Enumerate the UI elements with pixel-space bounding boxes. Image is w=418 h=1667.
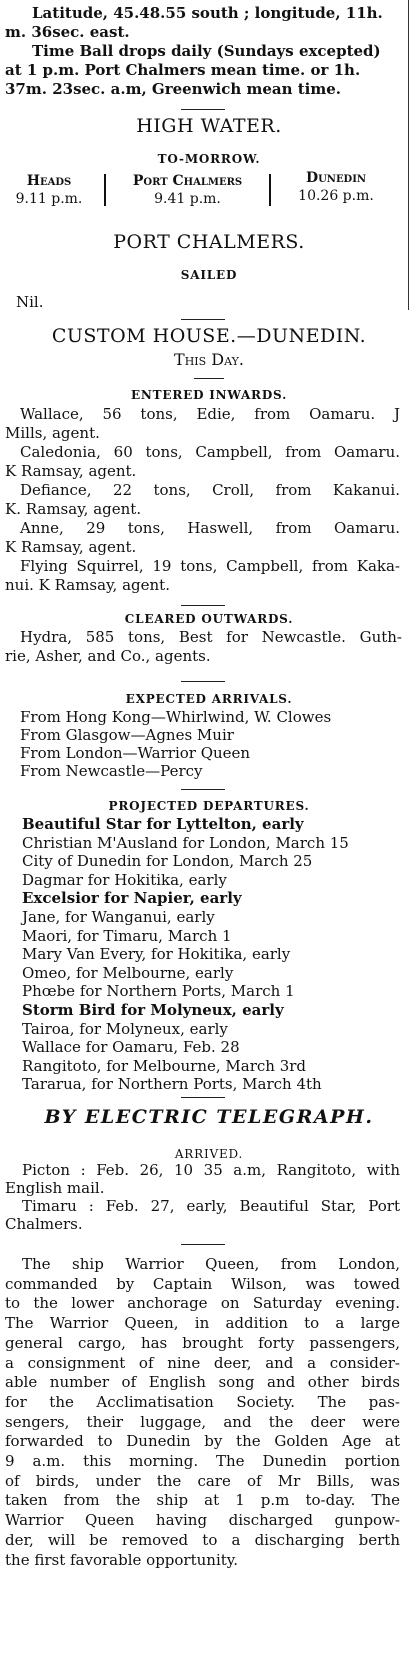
port-chalmers-title: PORT CHALMERS. xyxy=(113,231,305,253)
entered-line: Mills, agent. xyxy=(5,424,100,442)
telegraph-title: BY ELECTRIC TELEGRAPH. xyxy=(44,1106,374,1128)
astronomy-line-2: m. 36sec. east. xyxy=(5,23,130,41)
telegraph-line: Picton : Feb. 26, 10 35 a.m, Rangitoto, with xyxy=(22,1161,400,1179)
divider xyxy=(181,605,225,606)
cleared-line: rie, Asher, and Co., agents. xyxy=(5,647,211,665)
entered-line: Flying Squirrel, 19 tons, Campbell, from Kaka- xyxy=(20,557,400,575)
high-water-subtitle: TO-MORROW. xyxy=(157,152,261,166)
projected-line: Wallace for Oamaru, Feb. 28 xyxy=(22,1038,240,1057)
divider xyxy=(194,378,224,379)
projected-line: Jane, for Wanganui, early xyxy=(22,908,215,926)
column-separator xyxy=(269,174,271,206)
port-chalmers-label: Port Chalmers xyxy=(132,173,243,189)
astronomy-line-4: at 1 p.m. Port Chalmers mean time. or 1h. xyxy=(5,61,361,79)
projected-line: Mary Van Every, for Hokitika, early xyxy=(22,945,291,964)
heads-time: 9.11 p.m. xyxy=(15,191,83,207)
article-line: forwarded to Dunedin by the Golden Age at xyxy=(5,1432,400,1451)
dunedin-time: 10.26 p.m. xyxy=(298,188,374,204)
entered-line: nui. K Ramsay, agent. xyxy=(5,576,170,594)
entered-line: Anne, 29 tons, Haswell, from Oamaru. xyxy=(20,519,400,537)
dunedin-label: Dunedin xyxy=(305,170,367,186)
port-chalmers-time: 9.41 p.m. xyxy=(154,191,221,207)
projected-departures-label: PROJECTED DEPARTURES. xyxy=(108,799,310,813)
projected-line: Beautiful Star for Lyttelton, early xyxy=(22,815,304,833)
projected-line: Maori, for Timaru, March 1 xyxy=(22,926,232,945)
cleared-line: Hydra, 585 tons, Best for Newcastle. Guth- xyxy=(20,628,402,646)
astronomy-line-1: Latitude, 45.48.55 south ; longitude, 11h. xyxy=(32,4,383,22)
article-line: 9 a.m. this morning. The Dunedin portion xyxy=(5,1452,400,1470)
article-line: der, will be removed to a discharging berth xyxy=(5,1530,400,1549)
divider xyxy=(181,681,225,682)
sailed-value: Nil. xyxy=(16,293,44,311)
article-line: of birds, under the care of Mr Bills, was xyxy=(5,1471,400,1490)
article-line: a consignment of nine deer, and a consider- xyxy=(5,1353,400,1372)
astronomy-line-3: Time Ball drops daily (Sundays excepted) xyxy=(32,42,381,60)
expected-line: From Glasgow—Agnes Muir xyxy=(20,726,234,744)
astronomy-line-5: 37m. 23sec. a.m, Greenwich mean time. xyxy=(5,80,341,98)
divider xyxy=(181,1244,225,1245)
expected-line: From Newcastle—Percy xyxy=(20,762,203,780)
telegraph-line: English mail. xyxy=(5,1179,105,1197)
article-line: to the lower anchorage on Saturday evening. xyxy=(5,1294,400,1313)
article-line: commanded by Captain Wilson, was towed xyxy=(5,1274,400,1293)
projected-line: City of Dunedin for London, March 25 xyxy=(22,852,313,871)
projected-line: Omeo, for Melbourne, early xyxy=(22,963,234,982)
article-line: The Warrior Queen, in addition to a large xyxy=(5,1314,400,1333)
high-water-title: HIGH WATER. xyxy=(136,115,282,137)
article-line: sengers, their luggage, and the deer were xyxy=(5,1412,400,1431)
entered-line: K. Ramsay, agent. xyxy=(5,500,142,518)
article-line: for the Acclimatisation Society. The pas- xyxy=(5,1392,400,1411)
article-line: the first favorable opportunity. xyxy=(5,1550,239,1569)
heads-label: Heads xyxy=(26,173,72,189)
projected-line: Christian M'Ausland for London, March 15 xyxy=(22,833,349,852)
telegraph-line: Chalmers. xyxy=(5,1215,83,1233)
projected-line: Tararua, for Northern Ports, March 4th xyxy=(22,1075,322,1094)
expected-line: From Hong Kong—Whirlwind, W. Clowes xyxy=(20,708,332,726)
projected-line: Rangitoto, for Melbourne, March 3rd xyxy=(22,1056,307,1075)
divider xyxy=(181,1097,225,1098)
telegraph-line: Timaru : Feb. 27, early, Beautiful Star, Port xyxy=(22,1197,400,1215)
entered-inwards-label: ENTERED INWARDS. xyxy=(130,388,288,402)
article-line: The ship Warrior Queen, from London, xyxy=(22,1255,400,1273)
custom-house-title: CUSTOM HOUSE.—DUNEDIN. xyxy=(51,325,367,347)
article-line: able number of English song and other birds xyxy=(5,1373,400,1392)
projected-line: Storm Bird for Molyneux, early xyxy=(22,1001,284,1019)
cleared-outwards-label: CLEARED OUTWARDS. xyxy=(124,612,294,626)
projected-line: Excelsior for Napier, early xyxy=(22,889,242,908)
article-line: general cargo, has brought forty passengers, xyxy=(5,1333,400,1352)
article-line: Warrior Queen having discharged gunpow- xyxy=(5,1511,400,1530)
entered-line: K Ramsay, agent. xyxy=(5,462,137,480)
column-separator xyxy=(104,174,106,206)
arrived-label: ARRIVED. xyxy=(174,1147,244,1161)
divider xyxy=(181,789,225,790)
expected-arrivals-label: EXPECTED ARRIVALS. xyxy=(125,692,293,706)
projected-line: Dagmar for Hokitika, early xyxy=(22,870,227,889)
sailed-label: SAILED xyxy=(180,268,238,282)
entered-line: K Ramsay, agent. xyxy=(5,538,137,556)
divider xyxy=(181,109,225,110)
entered-line: Caledonia, 60 tons, Campbell, from Oamaru. xyxy=(20,443,400,461)
custom-house-subtitle: This Day. xyxy=(174,350,244,369)
divider xyxy=(181,319,225,320)
entered-line: Wallace, 56 tons, Edie, from Oamaru. J xyxy=(20,405,400,423)
projected-line: Phœbe for Northern Ports, March 1 xyxy=(22,982,295,1001)
expected-line: From London—Warrior Queen xyxy=(20,744,251,762)
projected-line: Tairoa, for Molyneux, early xyxy=(22,1019,228,1038)
article-line: taken from the ship at 1 p.m to-day. The xyxy=(5,1491,400,1510)
entered-line: Defiance, 22 tons, Croll, from Kakanui. xyxy=(20,481,400,499)
